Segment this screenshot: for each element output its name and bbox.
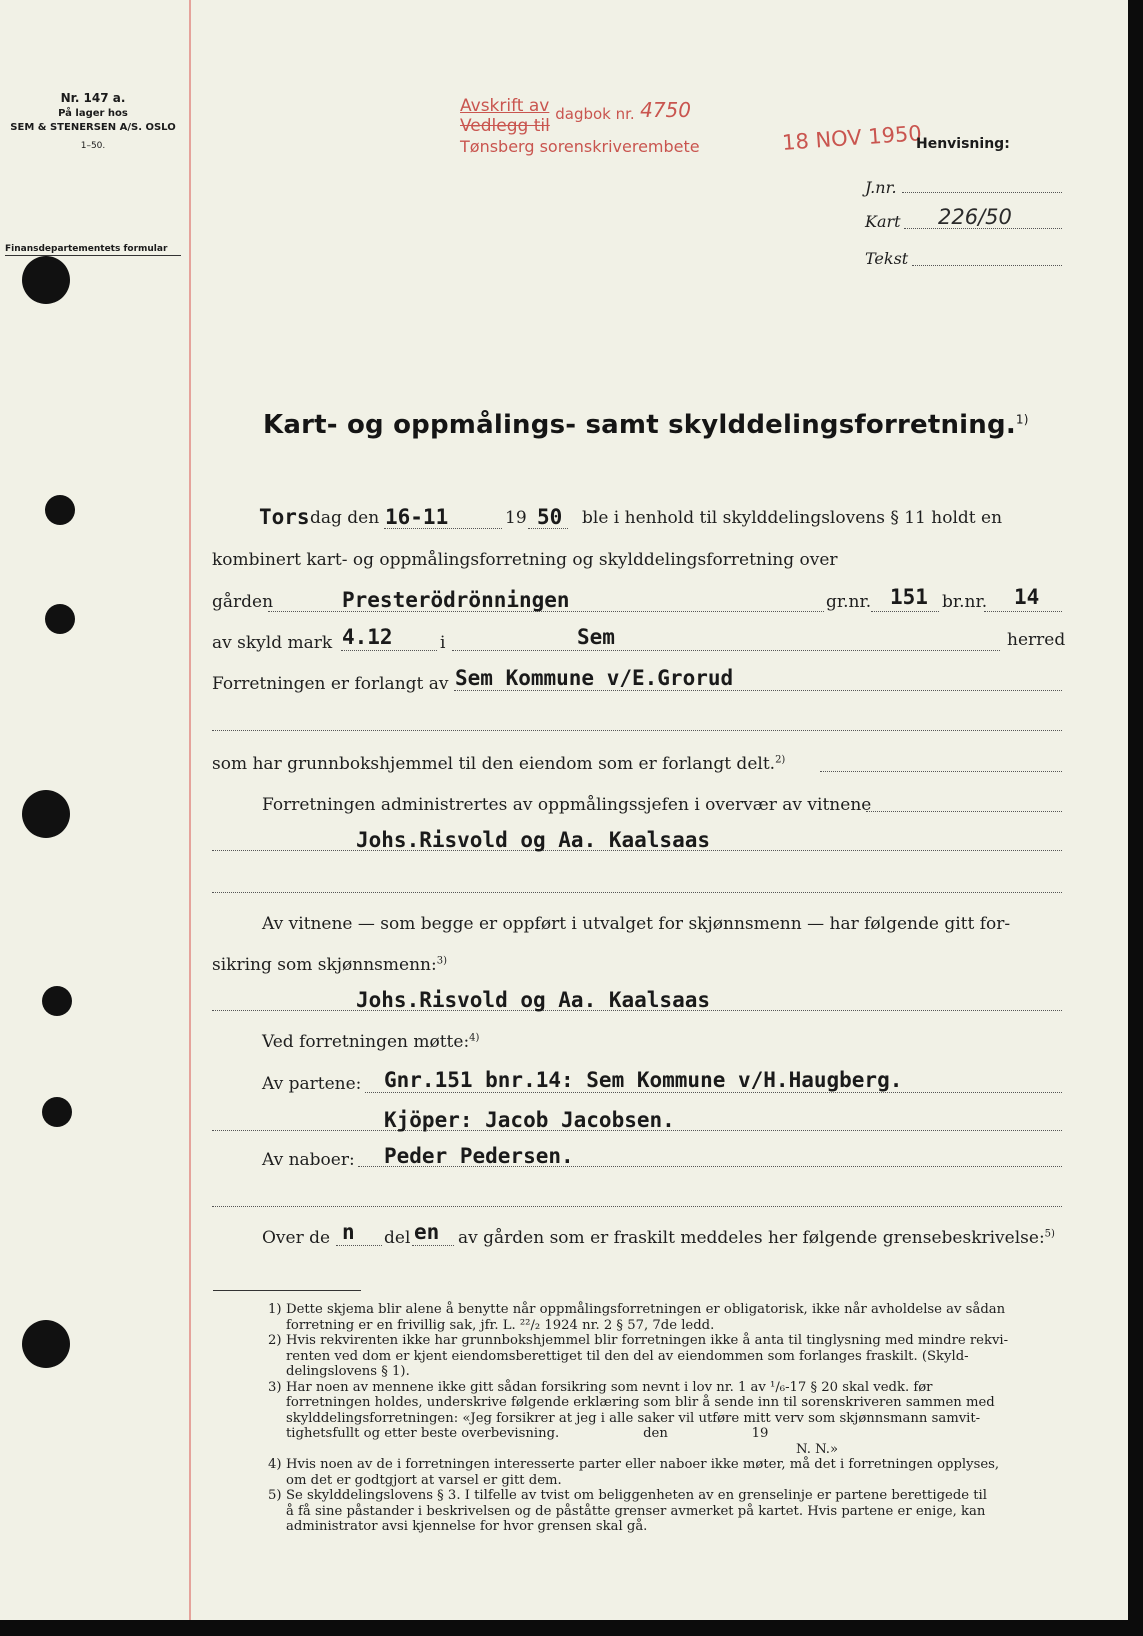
skyld-field xyxy=(341,650,437,651)
year-prefix: 19 xyxy=(505,508,527,528)
intro-text: ble i henhold til skylddelingslovens § 11 holdt en xyxy=(582,508,1003,528)
footnote-line: Hvis rekvirenten ikke har grunnbokshjemmel blir forretningen ikke å anta til tinglysning med mindre rekvi- xyxy=(286,1333,1009,1348)
herred-label: herred xyxy=(1007,630,1066,650)
footnote-line: om det er godtgjort at varsel er gitt dem. xyxy=(286,1472,562,1488)
grnr-label: gr.nr. xyxy=(826,592,872,612)
footnote-line: forretningen holdes, underskrive følgende erklæring som blir å sende inn til sorenskriveren sammen med xyxy=(286,1395,995,1410)
grense-label: av gården som er fraskilt meddeles her følgende grensebeskrivelse: xyxy=(458,1228,1045,1248)
footnote-line: å få sine påstander i beskrivelsen og de påståtte grenser avmerket på kartet. Hvis partene er enige, kan xyxy=(286,1503,986,1519)
form-header xyxy=(0,90,186,157)
administrert-field xyxy=(866,811,1062,812)
footnote-ref: 4) xyxy=(469,1032,480,1044)
blank-line xyxy=(212,730,1062,731)
blank-line xyxy=(212,892,1062,893)
skjonn-line1: Av vitnene — som begge er oppført i utvalget for skjønnsmenn — har følgende gitt for- xyxy=(262,914,1011,934)
administrert-text: Forretningen administrertes av oppmålingssjefen i overvær av vitnene xyxy=(262,795,872,815)
appraiser-names: Johs.Risvold og Aa. Kaalsaas xyxy=(356,988,711,1012)
skjonn-line2 xyxy=(212,955,447,975)
weekday-suffix: dag den xyxy=(310,508,380,528)
punch-hole xyxy=(45,495,75,525)
grunnbok-field xyxy=(820,771,1062,772)
partene-line1: Gnr.151 bnr.14: Sem Kommune v/H.Haugberg. xyxy=(384,1068,903,1092)
kart-value: 226/50 xyxy=(938,205,1012,229)
footnote-line: delingslovens § 1). xyxy=(286,1364,410,1379)
footnote-number: 2) xyxy=(268,1333,282,1348)
footnote-line: Se skylddelingslovens § 3. I tilfelle av tvist om beliggenheten av en grenselinje er partene berettigede til xyxy=(286,1488,987,1503)
tekst-label: Tekst xyxy=(865,249,909,268)
footnotes xyxy=(268,1302,1009,1535)
footnote-line: Har noen av mennene ikke gitt sådan forsikring som nevnt i lov nr. 1 av ¹/₆-17 § 20 skal vedk. før xyxy=(286,1379,933,1395)
weekday-prefix: Tors xyxy=(259,505,310,529)
ministry-label: Finansdepartementets formular xyxy=(5,244,181,256)
footnote-5 xyxy=(268,1488,1008,1535)
skyld-label: av skyld mark xyxy=(212,633,333,653)
punch-hole xyxy=(42,1097,72,1127)
stamp-office: Tønsberg sorenskriverembete xyxy=(460,137,700,156)
jnr-field xyxy=(902,192,1062,193)
del-label: del xyxy=(384,1228,411,1248)
stamp-struck-text: Vedlegg til xyxy=(460,116,550,136)
punch-hole xyxy=(22,1320,70,1368)
stamp-avskrift: Avskrift av xyxy=(460,96,550,116)
del-field xyxy=(412,1245,454,1246)
footnote-line: skylddelingsforretningen: «Jeg forsikrer at jeg i alle saker vil utføre mitt verv som skjønnsmann samvit- xyxy=(286,1410,981,1426)
naboer-value: Peder Pedersen. xyxy=(384,1144,574,1168)
garden-label: gården xyxy=(212,592,274,612)
requester-value: Sem Kommune v/E.Grorud xyxy=(455,666,734,690)
meeting-date: 16-11 xyxy=(385,505,449,529)
footnote-4 xyxy=(268,1457,1008,1488)
tekst-field xyxy=(912,265,1062,266)
stock-line: På lager hos xyxy=(58,108,128,119)
footnote-1 xyxy=(268,1302,1008,1333)
punch-hole xyxy=(22,790,70,838)
footnote-3 xyxy=(268,1379,1008,1442)
partene-field xyxy=(365,1092,1062,1093)
footnote-line: forretning er en frivillig sak, jfr. L. ²²/₂ 1924 nr. 2 § 57, 7de ledd. xyxy=(286,1317,715,1333)
witness-names: Johs.Risvold og Aa. Kaalsaas xyxy=(356,828,711,852)
blank-line xyxy=(212,1206,1062,1207)
margin-rule xyxy=(189,0,191,1620)
meeting-year: 50 xyxy=(537,505,563,529)
footnote-ref: 3) xyxy=(436,955,447,967)
footnote-number: 5) xyxy=(268,1488,282,1503)
punch-hole xyxy=(22,256,70,304)
stamp-date: 18 NOV 1950 xyxy=(781,121,923,155)
footnote-ref: 2) xyxy=(775,754,786,766)
footnote-line: administrator avsi kjennelse for hvor grensen skal gå. xyxy=(286,1519,648,1534)
punch-hole xyxy=(42,986,72,1016)
grnr-value: 151 xyxy=(890,585,928,609)
skjonn-label: sikring som skjønnsmenn: xyxy=(212,955,437,975)
naboer-label: Av naboer: xyxy=(262,1150,355,1170)
form-number: Nr. 147 a. xyxy=(60,91,126,105)
footnote-number: 3) xyxy=(268,1379,282,1395)
grnr-field xyxy=(871,611,939,612)
intro-line2: kombinert kart- og oppmålingsforretning og skylddelingsforretning over xyxy=(212,550,838,570)
brnr-value: 14 xyxy=(1014,585,1040,609)
motte-label: Ved forretningen møtte: xyxy=(262,1032,470,1052)
publisher: SEM & STENERSEN A/S. OSLO xyxy=(10,122,176,133)
footnote-line: Dette skjema blir alene å benytte når oppmålingsforretningen er obligatorisk, ikke når avholdelse av sådan xyxy=(286,1302,1006,1317)
motte-text xyxy=(262,1032,479,1052)
reference-heading: Henvisning: xyxy=(916,136,1010,152)
stamp-dagbok-number: 4750 xyxy=(640,98,692,122)
requester-field xyxy=(454,690,1062,691)
requester-label: Forretningen er forlangt av xyxy=(212,674,449,694)
over-de-field xyxy=(336,1245,382,1246)
title-text: Kart- og oppmålings- samt skylddelingsforretning. xyxy=(263,410,1016,440)
garden-name: Presterödrönningen xyxy=(342,588,570,612)
i-label: i xyxy=(440,633,446,653)
over-de-suffix: n xyxy=(342,1220,355,1244)
document-title xyxy=(263,410,1029,440)
brnr-label: br.nr. xyxy=(942,592,988,612)
footnote-2 xyxy=(268,1333,1009,1380)
del-suffix: en xyxy=(414,1220,440,1244)
stamp-dagbok: dagbok nr. xyxy=(555,105,635,123)
title-footnote-ref: 1) xyxy=(1015,412,1029,427)
over-de-label: Over de xyxy=(262,1228,331,1248)
herred-field xyxy=(452,650,1000,651)
footnote-line: tighetsfullt og etter beste overbevisning. den 19 xyxy=(286,1426,769,1441)
edition: 1–50. xyxy=(80,141,106,151)
footnote-line: renten ved dom er kjent eiendomsberettiget til den del av eiendommen som forlanges fraskilt. (Skyld- xyxy=(286,1348,969,1364)
grense-text xyxy=(458,1228,1055,1248)
signature-placeholder: N. N.» xyxy=(796,1441,839,1457)
footnote-ref: 5) xyxy=(1044,1228,1055,1240)
jnr-label: J.nr. xyxy=(865,178,897,197)
footnote-number: 1) xyxy=(268,1302,282,1317)
grunnbok-text xyxy=(212,754,785,774)
partene-label: Av partene: xyxy=(262,1074,362,1094)
skyld-value: 4.12 xyxy=(342,625,393,649)
registry-stamp xyxy=(460,97,700,159)
punch-hole xyxy=(45,604,75,634)
brnr-field xyxy=(984,611,1062,612)
footnote-separator xyxy=(213,1290,361,1291)
footnote-number: 4) xyxy=(268,1457,282,1472)
grunnbok-label: som har grunnbokshjemmel til den eiendom som er forlangt delt. xyxy=(212,754,776,774)
partene-line2: Kjöper: Jacob Jacobsen. xyxy=(384,1108,675,1132)
footnote-line: Hvis noen av de i forretningen interesserte parter eller naboer ikke møter, må det i forretningen opplyses, xyxy=(286,1457,1000,1472)
kart-label: Kart xyxy=(865,212,901,231)
herred-value: Sem xyxy=(577,625,615,649)
footnote-signature xyxy=(286,1442,1008,1458)
